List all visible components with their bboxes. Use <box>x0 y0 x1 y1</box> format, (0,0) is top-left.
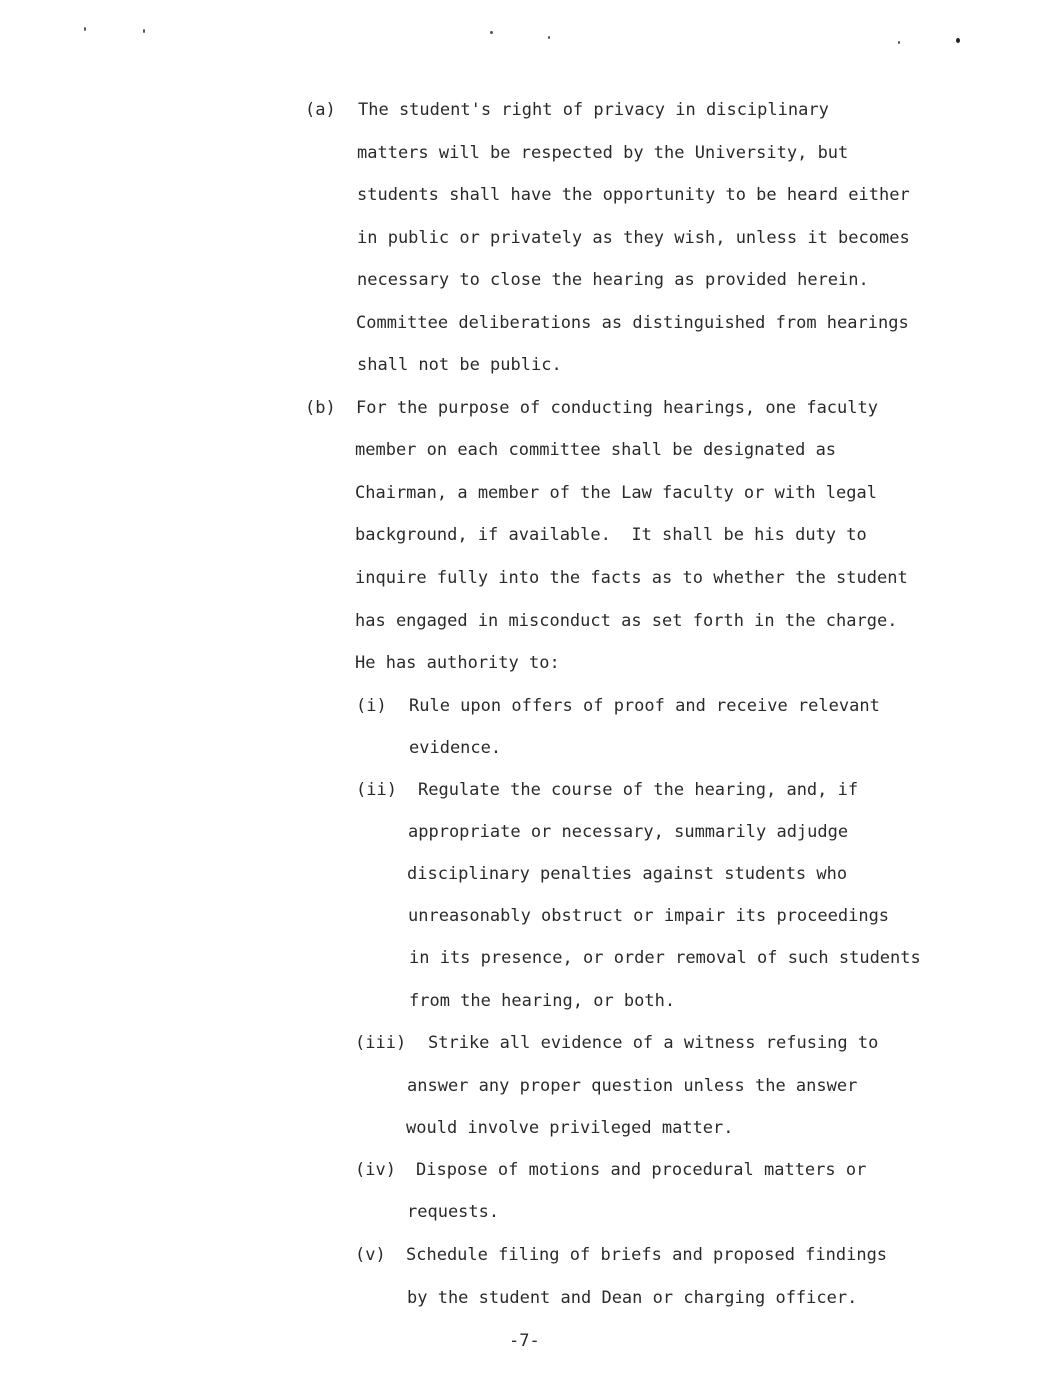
text-line: Rule upon offers of proof and receive relevant <box>409 696 880 716</box>
text-line: Strike all evidence of a witness refusing to <box>428 1033 879 1053</box>
subitem-label: (iv) <box>355 1160 396 1180</box>
scan-speck <box>143 29 145 33</box>
scan-speck <box>84 27 86 31</box>
text-line: answer any proper question unless the answer <box>407 1076 858 1096</box>
text-line: The student's right of privacy in disciplinary <box>358 100 829 120</box>
text-line: in its presence, or order removal of such students <box>409 948 921 968</box>
text-line: matters will be respected by the University, but <box>357 143 849 163</box>
text-line: by the student and Dean or charging officer. <box>407 1288 858 1308</box>
text-line: necessary to close the hearing as provided herein. <box>357 270 869 290</box>
scan-speck <box>898 41 900 44</box>
text-line: shall not be public. <box>357 355 562 375</box>
text-line: Chairman, a member of the Law faculty or with legal <box>355 483 877 503</box>
text-line: He has authority to: <box>355 653 560 673</box>
subitem-label: (i) <box>356 696 387 716</box>
text-line: appropriate or necessary, summarily adjudge <box>408 822 849 842</box>
text-line: background, if available. It shall be his duty to <box>355 525 867 545</box>
text-line: member on each committee shall be designated as <box>355 440 837 460</box>
text-line: inquire fully into the facts as to whether the student <box>355 568 908 588</box>
text-line: requests. <box>407 1202 500 1222</box>
section-label: (a) <box>305 100 336 120</box>
text-line: evidence. <box>409 738 502 758</box>
text-line: has engaged in misconduct as set forth in the charge. <box>355 611 898 631</box>
text-line: would involve privileged matter. <box>406 1118 734 1138</box>
text-line: For the purpose of conducting hearings, one faculty <box>356 398 878 418</box>
scan-speck <box>548 36 550 39</box>
section-label: (b) <box>305 398 336 418</box>
text-line: Dispose of motions and procedural matters or <box>416 1160 867 1180</box>
text-line: students shall have the opportunity to be heard either <box>357 185 910 205</box>
text-line: in public or privately as they wish, unless it becomes <box>357 228 910 248</box>
text-line: unreasonably obstruct or impair its proceedings <box>408 906 890 926</box>
subitem-label: (iii) <box>355 1033 407 1053</box>
subitem-label: (ii) <box>356 780 397 800</box>
text-line: Regulate the course of the hearing, and, if <box>418 780 859 800</box>
page-number: -7- <box>509 1331 540 1351</box>
text-line: from the hearing, or both. <box>409 991 676 1011</box>
text-line: Committee deliberations as distinguished from hearings <box>356 313 909 333</box>
text-line: disciplinary penalties against students who <box>407 864 848 884</box>
subitem-label: (v) <box>355 1245 386 1265</box>
text-line: Schedule filing of briefs and proposed findings <box>406 1245 888 1265</box>
scan-speck <box>956 38 960 43</box>
scan-speck <box>490 31 493 34</box>
